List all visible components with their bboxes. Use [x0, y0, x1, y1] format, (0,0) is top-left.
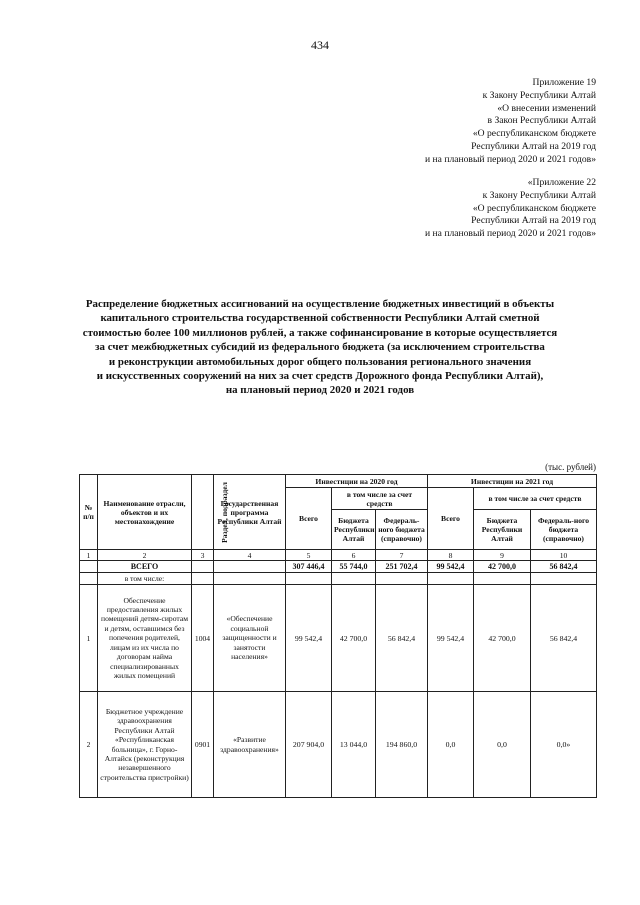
- including-row: [80, 573, 597, 585]
- title-line: и искусственных сооружений на них за счет средств Дорожного фонда Республики Алтай),: [96, 370, 544, 383]
- title-line: и реконструкции автомобильных дорог общего пользования регионального значения: [108, 355, 532, 368]
- object-name: Обеспечение предоставления жилых помещений детям-сиротам и детям, оставшимся без попечения родителей, лицам из их числа по договорам найма специализированных жилых помещений: [98, 585, 192, 692]
- total-value: 251 702,4: [376, 561, 428, 573]
- column-number: 7: [376, 550, 428, 561]
- cell-value: 207 904,0: [286, 692, 332, 798]
- header-incl-2021: в том числе за счет средств: [474, 488, 597, 510]
- appendix-line: «Приложение 22: [527, 177, 596, 188]
- cell-value: 42 700,0: [332, 585, 376, 692]
- object-name: Бюджетное учреждение здравоохранения Республики Алтай «Республиканская больница», г. Горно-Алтайск (реконструкция незавершенного строительства пристройки): [98, 692, 192, 798]
- appendix-line: «О внесении изменений: [497, 102, 596, 114]
- page-number: 434: [311, 38, 329, 52]
- appendix-line: Приложение 19: [532, 77, 596, 88]
- appendix-line: Республики Алтай на 2019 год: [471, 215, 596, 227]
- section-code: 1004: [192, 585, 214, 692]
- total-value: 307 446,4: [286, 561, 332, 573]
- column-number: 5: [286, 550, 332, 561]
- table-row: [80, 585, 597, 692]
- total-value: 56 842,4: [531, 561, 597, 573]
- units-label: (тыс. рублей): [545, 462, 596, 472]
- header-total-2020: Всего: [286, 488, 332, 550]
- total-label: ВСЕГО: [98, 561, 192, 573]
- total-value: 42 700,0: [474, 561, 531, 573]
- total-row: [80, 561, 597, 573]
- cell-value: 194 860,0: [376, 692, 428, 798]
- column-number: 8: [428, 550, 474, 561]
- column-number: 10: [531, 550, 597, 561]
- cell-value: 0,0: [474, 692, 531, 798]
- appendix-line: и на плановый период 2020 и 2021 годов»: [425, 228, 596, 240]
- column-number: 1: [80, 550, 98, 561]
- header-program: Государственная программа Республики Алтай: [214, 475, 286, 550]
- appendix-line: к Закону Республики Алтай: [482, 189, 596, 201]
- column-number: 6: [332, 550, 376, 561]
- appendix-22-header: [425, 177, 596, 241]
- title-line: Распределение бюджетных ассигнований на осуществление бюджетных инвестиций в объекты: [85, 298, 555, 310]
- cell-value: 56 842,4: [531, 585, 597, 692]
- header-incl-2020: в том числе за счет средств: [332, 488, 428, 510]
- including-label: в том числе:: [98, 573, 192, 585]
- header-federal-2021: Федераль-ного бюджета (справочно): [531, 510, 597, 550]
- appendix-line: в Закон Республики Алтай: [487, 115, 596, 127]
- header-budget-ra-2021: Бюджета Республики Алтай: [474, 510, 531, 550]
- header-total-2021: Всего: [428, 488, 474, 550]
- row-num: 2: [80, 692, 98, 798]
- title-line: капитального строительства государственной собственности Республики Алтай сметной: [100, 312, 540, 325]
- program-name: «Обеспечение социальной защищенности и занятости населения»: [214, 585, 286, 692]
- appendix-line: Республики Алтай на 2019 год: [471, 140, 596, 152]
- column-number-row: [80, 550, 597, 561]
- column-number: 3: [192, 550, 214, 561]
- cell-value: 0,0»: [531, 692, 597, 798]
- cell-value: 56 842,4: [376, 585, 428, 692]
- section-code: 0901: [192, 692, 214, 798]
- header-section: Раздел, подраздел: [192, 475, 214, 550]
- header-federal-2020: Федераль-ного бюджета (справочно): [376, 510, 428, 550]
- appendix-line: «О республиканском бюджете: [472, 128, 596, 140]
- table-row: [80, 692, 597, 798]
- row-num: 1: [80, 585, 98, 692]
- cell-value: 13 044,0: [332, 692, 376, 798]
- total-value: 55 744,0: [332, 561, 376, 573]
- header-name: Наименование отрасли, объектов и их местонахождение: [98, 475, 192, 550]
- title-line: на плановый период 2020 и 2021 годов: [225, 384, 415, 397]
- appendix-line: «О республиканском бюджете: [472, 202, 596, 214]
- header-inv-2021: Инвестиции на 2021 год: [428, 475, 597, 488]
- cell-value: 99 542,4: [428, 585, 474, 692]
- investment-table: [79, 474, 597, 798]
- appendix-line: и на плановый период 2020 и 2021 годов»: [425, 153, 596, 165]
- title-line: за счет межбюджетных субсидий из федерального бюджета (за исключением строительства: [95, 341, 545, 354]
- total-value: 99 542,4: [428, 561, 474, 573]
- column-number: 4: [214, 550, 286, 561]
- header-num: № п/п: [80, 475, 98, 550]
- header-budget-ra-2020: Бюджета Республики Алтай: [332, 510, 376, 550]
- program-name: «Развитие здравоохранения»: [214, 692, 286, 798]
- cell-value: 42 700,0: [474, 585, 531, 692]
- column-number: 2: [98, 550, 192, 561]
- document-title: [60, 297, 580, 398]
- cell-value: 0,0: [428, 692, 474, 798]
- appendix-line: к Закону Республики Алтай: [482, 89, 596, 101]
- appendix-19-header: [425, 77, 596, 167]
- title-line: стоимостью более 100 миллионов рублей, а также софинансирование в которые осуществляется: [82, 326, 558, 339]
- cell-value: 99 542,4: [286, 585, 332, 692]
- column-number: 9: [474, 550, 531, 561]
- header-inv-2020: Инвестиции на 2020 год: [286, 475, 428, 488]
